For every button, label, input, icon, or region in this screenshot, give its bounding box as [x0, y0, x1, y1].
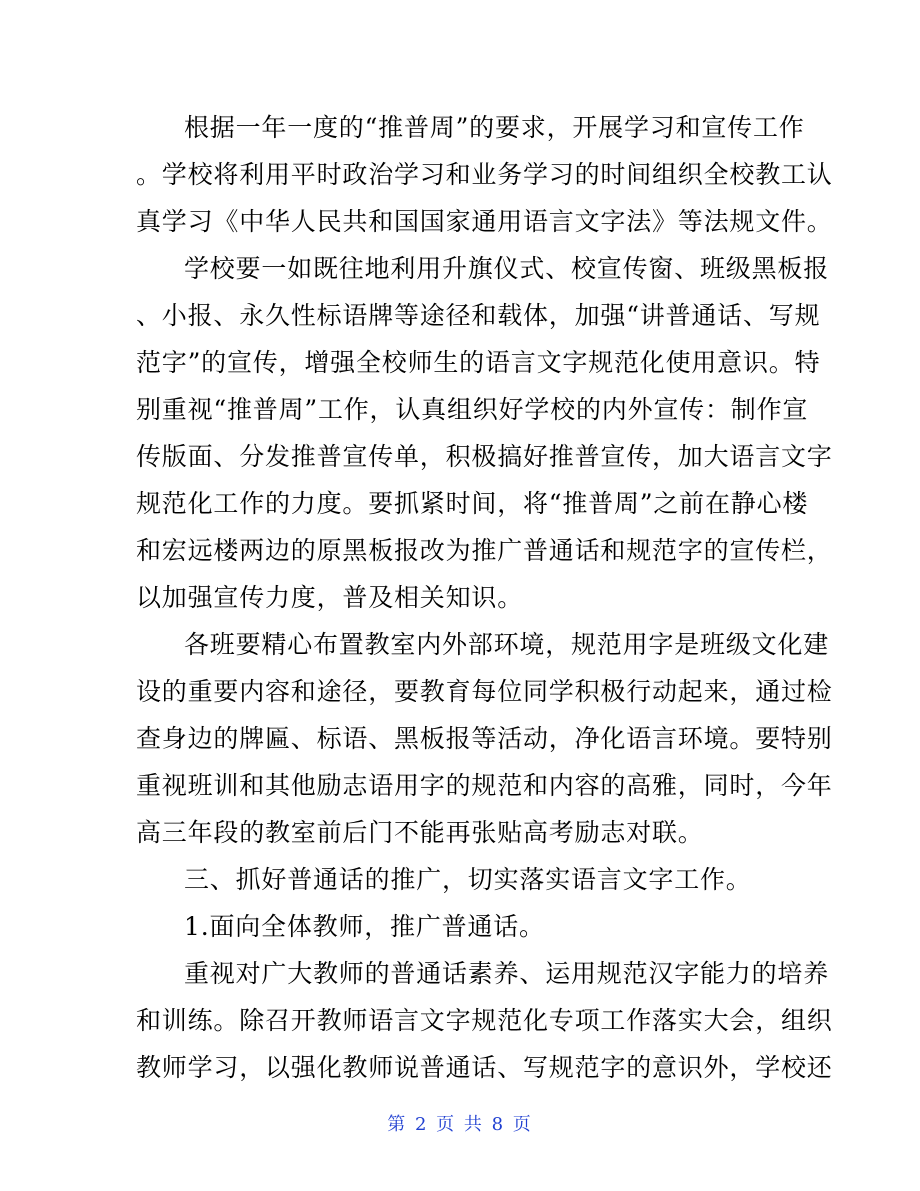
text-line: 重视班训和其他励志语用字的规范和内容的高雅，同时，今年 [136, 771, 833, 800]
text-line: 高三年段的教室前后门不能再张贴高考励志对联。 [136, 818, 704, 847]
text-line: 范字”的宣传，增强全校师生的语言文字规范化使用意识。特 [136, 348, 821, 377]
page-number-footer: 第 2 页 共 8 页 [387, 1114, 533, 1135]
text-line: 重视对广大教师的普通话素养、运用规范汉字能力的培养 [184, 959, 830, 988]
text-line: 。学校将利用平时政治学习和业务学习的时间组织全校教工认 [136, 160, 833, 189]
text-line: 学校要一如既往地利用升旗仪式、校宣传窗、班级黑板报 [184, 254, 830, 283]
text-line: 教师学习，以强化教师说普通话、写规范字的意识外，学校还 [136, 1053, 833, 1082]
document-body [136, 104, 833, 1091]
text-line: 根据一年一度的“推普周”的要求，开展学习和宣传工作 [184, 113, 805, 142]
text-line: 传版面、分发推普宣传单，积极搞好推普宣传，加大语言文字 [136, 442, 833, 471]
text-line: 以加强宣传力度，普及相关知识。 [136, 583, 524, 612]
text-line: 、小报、永久性标语牌等途径和载体，加强“讲普通话、写规 [136, 301, 821, 330]
text-line: 各班要精心布置教室内外部环境，规范用字是班级文化建 [184, 630, 830, 659]
text-line: 设的重要内容和途径，要教育每位同学积极行动起来，通过检 [136, 677, 833, 706]
text-line: 真学习《中华人民共和国国家通用语言文字法》等法规文件。 [136, 207, 833, 236]
text-line: 和训练。除召开教师语言文字规范化专项工作落实大会，组织 [136, 1006, 833, 1035]
text-line: 和宏远楼两边的原黑板报改为推广普通话和规范字的宣传栏， [136, 536, 833, 565]
text-line: 别重视“推普周”工作，认真组织好学校的内外宣传：制作宣 [136, 395, 809, 424]
section-heading: 三、抓好普通话的推广，切实落实语言文字工作。 [184, 865, 752, 894]
text-line: 规范化工作的力度。要抓紧时间，将“推普周”之前在静心楼 [136, 489, 809, 518]
subsection-heading: 1.面向全体教师，推广普通话。 [184, 912, 545, 941]
text-line: 查身边的牌匾、标语、黑板报等活动，净化语言环境。要特别 [136, 724, 833, 753]
